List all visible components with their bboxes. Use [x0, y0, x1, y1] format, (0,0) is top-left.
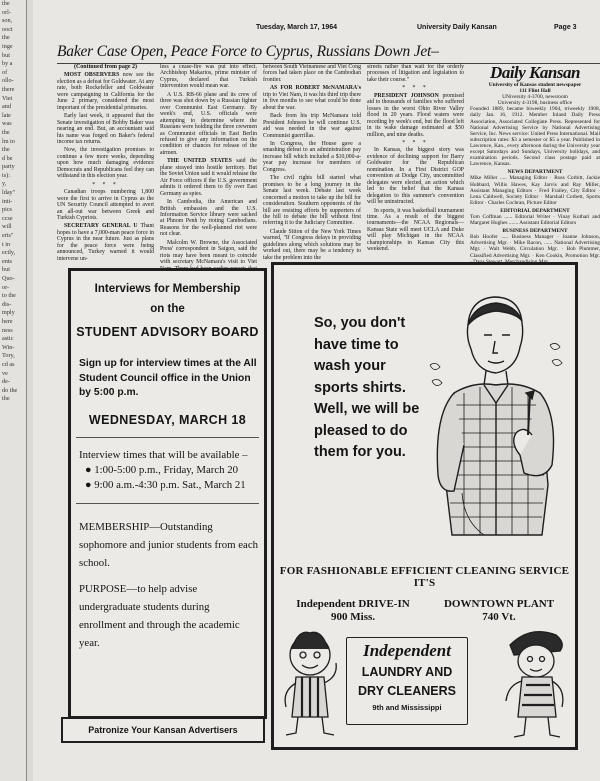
fashion-line-1: FOR FASHIONABLE EFFICIENT CLEANING SERVICE: [279, 565, 570, 577]
membership-text: MEMBERSHIP—Outstanding sophomore and junior students from each school.: [79, 520, 259, 569]
edge-fragment: Win-: [2, 343, 15, 351]
edge-fragment: the: [2, 146, 10, 154]
section-divider: * * *: [402, 139, 429, 146]
edge-fragment: inti-: [2, 197, 13, 205]
edge-fragment: of: [2, 68, 8, 76]
edge-fragment: t in: [2, 240, 11, 248]
edge-fragment: y,: [2, 180, 7, 188]
mascot-right-illustration: [500, 625, 570, 741]
ad-title: Interviews for Membership: [94, 283, 241, 295]
edge-fragment: but: [2, 266, 10, 274]
edge-fragment: but: [2, 51, 10, 59]
paragraph: The civil rights bill started what promises to be a long journey in the Senate last week. Debate last week concerned a motion to take up the bill for consideration. Southern opponents of the bill are resisting efforts by supporters of the bill to debate the bill without first referring it to the Judiciary Committee.: [263, 175, 361, 227]
editorial-department-heading: EDITORIAL DEPARTMENT: [500, 207, 570, 214]
edge-fragment: the: [2, 34, 10, 42]
edge-fragment: orl-: [2, 8, 11, 16]
drive-in-location: [288, 598, 418, 623]
paragraph: A U.S. RB-66 plane and its crew of three was shot down by a Russian fighter over Communist East Germany. By week's end, U.S. officials were attempting to determine where the Russians were holding the three crewmen as Communist officials in East Berlin refused to give any information on the condition or chances for release of the airmen.: [160, 91, 257, 156]
editorial-department-staff: Tom Coffman ...... Editorial Writer · Vinay Kothari and Margaret Hughes ....... Assistant Editorial Editors: [470, 213, 600, 227]
header-page-number: Page 3: [554, 24, 577, 31]
ad-divider: [76, 503, 259, 504]
edge-fragment: to the: [2, 292, 16, 300]
paragraph: Malcolm W. Browne, the Associated Press' correspondent in Saigon, said the riots may have been meant to coincide with secretary McNamara's visit to Viet: [160, 239, 257, 266]
paragraph: In sports, it was basketball tournament time. As a result of the biggest tournaments—the NCAA Regionals—Kansas State will meet UCLA and Duke will play Michigan in the NCAA championships in Kansas City this weekend.: [367, 207, 464, 253]
downtown-name: DOWNTOWN PLANT: [443, 598, 555, 610]
paragraph: Now, the investigation promises to continue a few more weeks, depending upon how much damaging evidence Democrats and Republicans feel they can withstand in this election year.: [57, 147, 154, 180]
edge-fragment: ents: [2, 257, 12, 265]
purpose-text: PURPOSE—to help advise undergraduate students during enrollment and through the academic year.: [79, 582, 240, 649]
news-column-2: [160, 64, 257, 264]
header-date: Tuesday, March 17, 1964: [256, 24, 338, 31]
ad-slogan: So, you don't have time to wash your sports shirts. Well, we will be pleased to do them for you.: [314, 315, 420, 460]
paragraph: In Congress, the House gave a smashing defeat to an administration pay increase bill which included a $10,000-a-year pay increase for members of Congress.: [263, 140, 361, 173]
paragraph: MOST OBSERVERS now see the election as a defeat for Goldwater. At any rate, both Rockefeller and Goldwater were campaigning in California for the June 2 primary, considered the most important of the presidential primaries.: [57, 72, 155, 111]
edge-fragment: lday": [2, 189, 16, 197]
drive-in-name: Independent DRIVE-IN: [296, 598, 410, 610]
drive-in-address: 900 Miss.: [331, 610, 375, 623]
paragraph: Canadian troops numbering 1,800 were the first to arrive in Cyprus as the UN Security Council attempted to avert an all-out war between Greek and Turkish Cypriots.: [57, 189, 154, 221]
masthead-phone: UNiversity 4-3700, newsroom: [502, 94, 568, 101]
paragraph: SECRETARY GENERAL U Thant hopes to have a 7,000-man peace force in Cyprus in the near future. Just as plans for the peace force were being announced, Turkey warned it would intervene un-: [57, 223, 154, 262]
adjacent-page-edge: [0, 0, 27, 781]
interview-time-slot: ● 1:00-5:00 p.m., Friday, March 20: [85, 463, 239, 476]
ad-details: [79, 518, 258, 652]
edge-fragment: was: [2, 120, 12, 128]
edge-fragment: son,: [2, 17, 13, 25]
edge-fragment: Tory,: [2, 352, 15, 360]
paragraph: AS FOR ROBERT McNAMARA's trip to Viet Nam, it was his third trip there in five months to see what could be done about the war.: [263, 85, 361, 111]
paragraph: streets rather than wait for the orderly processes of litigation and legislation to take their course.": [367, 64, 464, 83]
paragraph: between South Vietnamese and Viet Cong forces had taken place on the Cambodian frontier.: [263, 64, 361, 83]
edge-fragment: Quo-: [2, 275, 15, 282]
interview-time-slot: ● 9:00 a.m.-4:30 p.m. Sat., March 21: [85, 478, 246, 491]
news-column-1: [57, 64, 154, 264]
edge-fragment: or-: [2, 283, 10, 291]
edge-fragment: here: [2, 317, 13, 325]
ad-on-the: on the: [150, 303, 185, 315]
edge-fragment: there: [2, 85, 15, 93]
section-divider: * * *: [402, 85, 429, 92]
ad-board-name: STUDENT ADVISORY BOARD: [76, 325, 259, 339]
edge-fragment: and: [2, 103, 11, 111]
masthead-address: 111 Flint Hall: [519, 88, 551, 95]
edge-fragment: the: [2, 0, 10, 7]
continued-note: (Continued from page 2): [73, 64, 138, 70]
paragraph: THE UNITED STATES said the plane strayed into hostile territory. But the Soviet Union said it would release the Air Force officers if the U.S. government admits it ordered them to fly over East Germany as spies.: [160, 158, 258, 197]
laundry-ad: [271, 262, 578, 750]
edge-fragment: inge: [2, 42, 13, 50]
edge-fragment: will: [2, 223, 12, 231]
edge-fragment: dis-: [2, 300, 12, 308]
edge-fragment: by a: [2, 60, 13, 68]
paragraph: Back from his trip McNamara told President Johnson he will continue U.S. aid was needed in the war against Communist guerrillas.: [263, 113, 361, 139]
sign-line-1: LAUNDRY AND: [361, 665, 453, 679]
edge-fragment: ness: [2, 326, 13, 334]
news-department-heading: NEWS DEPARTMENT: [507, 169, 563, 176]
edge-fragment: ooct: [2, 25, 13, 33]
mascot-left-illustration: [278, 627, 342, 739]
headline: Baker Case Open, Peace Force to Cyprus, Russians Down Jet–: [57, 43, 439, 60]
edge-fragment: Viet: [2, 94, 13, 102]
sign-line-2: DRY CLEANERS: [358, 684, 456, 698]
edge-fragment: the: [2, 395, 10, 403]
masthead: [470, 64, 600, 265]
edge-fragment: ve: [2, 369, 8, 377]
edge-fragment: d be: [2, 154, 13, 162]
edge-fragment: late: [2, 111, 11, 119]
laundry-sign: [346, 637, 468, 725]
sign-name: Independent: [363, 641, 451, 660]
ad-sign-up-text: Sign up for interview times at the All Student Council office in the Union by 5:00 p.m.: [79, 358, 257, 398]
edge-fragment: ectly,: [2, 249, 16, 257]
edge-fragment: party: [2, 163, 15, 171]
ad-deadline-date: WEDNESDAY, MARCH 18: [88, 412, 247, 427]
business-department-staff: Bob Hoofer ..... Business Manager · Joanne Johnson, Advertising Mgr. · Mike Bacon, ...... National Advertising Mgr. · Walt Webb, Circulation Mgr. · Bob Plummer, Classified Advertising Mgr. · Ken Cookin, Promotion Mgr.: [470, 234, 600, 259]
edge-fragment: pics: [2, 206, 12, 214]
paragraph: Early last week, it appeared that the Senate investigation of Bobby Baker was nearing an end. But, an accountant said his name was forged on Baker's federal income tax returns.: [57, 113, 154, 145]
ad-fashion-line: [274, 565, 575, 589]
edge-fragment: ccse: [2, 214, 13, 222]
student-advisory-board-ad: [68, 268, 267, 719]
patronize-banner: Patronize Your Kansan Advertisers: [61, 717, 265, 743]
ad-divider: [76, 437, 259, 438]
news-column-4: [367, 64, 464, 261]
edge-fragment: cd as: [2, 360, 15, 368]
edge-fragment: mply: [2, 309, 15, 317]
masthead-logo: Daily Kansan: [490, 63, 580, 82]
man-in-shirt-illustration: [424, 285, 569, 555]
sign-address: 9th and Mississippi: [372, 703, 442, 712]
paragraph: In Kansas, the biggest story was evidence of declining support for Barry Goldwater for the Republican nomination. In a First District GOP convention at Dodge City, uncommitted delegates were elected, an action which led to the belief that the Kansas delegation to this summer's convention will be uninstructed.: [367, 147, 464, 206]
section-divider: * * *: [92, 181, 119, 188]
paragraph: In Cambodia, the American and British embassies and the U.S. Information Service library were sacked at Phnom Penh by rioting Cambodians. Reasons for the well-planned riot were not clear.: [160, 199, 257, 238]
downtown-address: 740 Vt.: [482, 610, 516, 623]
edge-fragment: de-: [2, 378, 10, 386]
ad-interview-times: [79, 448, 258, 493]
business-department-heading: BUSINESS DEPARTMENT: [502, 228, 568, 235]
news-column-3: [263, 64, 361, 261]
interview-times-intro: Interview times that will be available –: [79, 448, 248, 461]
edge-fragment: the: [2, 128, 10, 136]
paragraph: Claude Sitton of the New York Times warned, "If Congress delays in providing guidelines along which solutions may be worked out, there may be a tendency to take the problem into the: [263, 228, 361, 261]
masthead-info: Founded 1889, became biweekly 1904, triweekly 1908, daily Jan. 16, 1912. Member Inland Daily Press Association, Associated Collegiate Press. Represented for National Advertising Service by National Advertising Service, Inc. News service: United Press International. Mail subscription rates: $3 a semester or $5 a year. Published in Lawrence, Kan., every afternoon during the University year except Saturdays and Sundays, University holidays, and examination periods. Second class postage paid at Lawrence, Kansas.: [470, 106, 600, 168]
downtown-location: [434, 598, 564, 623]
paragraph: PRESIDENT JOHNSON promised aid to thousands of families who suffered losses in the worst Ohio River Valley flood in 20 years. Flood waters were receding by week's end, but the flood left in its wake damage estimated at $50 million, and nine deaths.: [367, 92, 465, 138]
edge-fragment: lm to: [2, 137, 15, 145]
paragraph: less a cease-fire was put into effect. Archbishop Makarios, prime minister of Cyprus, declared that Turkish intervention would mean war.: [160, 64, 257, 90]
masthead-phone-business: University 4-3198, business office: [497, 100, 573, 107]
header-paper-name: University Daily Kansan: [417, 24, 497, 31]
edge-fragment: ts):: [2, 171, 10, 179]
edge-fragment: astic: [2, 335, 14, 343]
edge-fragment: do the: [2, 386, 18, 394]
news-department-staff: Mike Miller ..... Managing Editor · Russ Corbitt, Jackie Hubbard, Willis Hawes, Kay Jarvis and Ray Miller, Assistant Managing Editors · Fred Frailey, City Editor · Lena Caldwell, Society Editor · Marshall Corbett, Sports Editor · Charles Cochran, Picture Editor: [470, 175, 600, 206]
edge-fragment: erts": [2, 232, 14, 240]
edge-fragment: ollo-: [2, 77, 14, 85]
masthead-subtitle: University of Kansas student newspaper: [488, 82, 582, 88]
fashion-line-2: IT'S: [413, 577, 436, 589]
